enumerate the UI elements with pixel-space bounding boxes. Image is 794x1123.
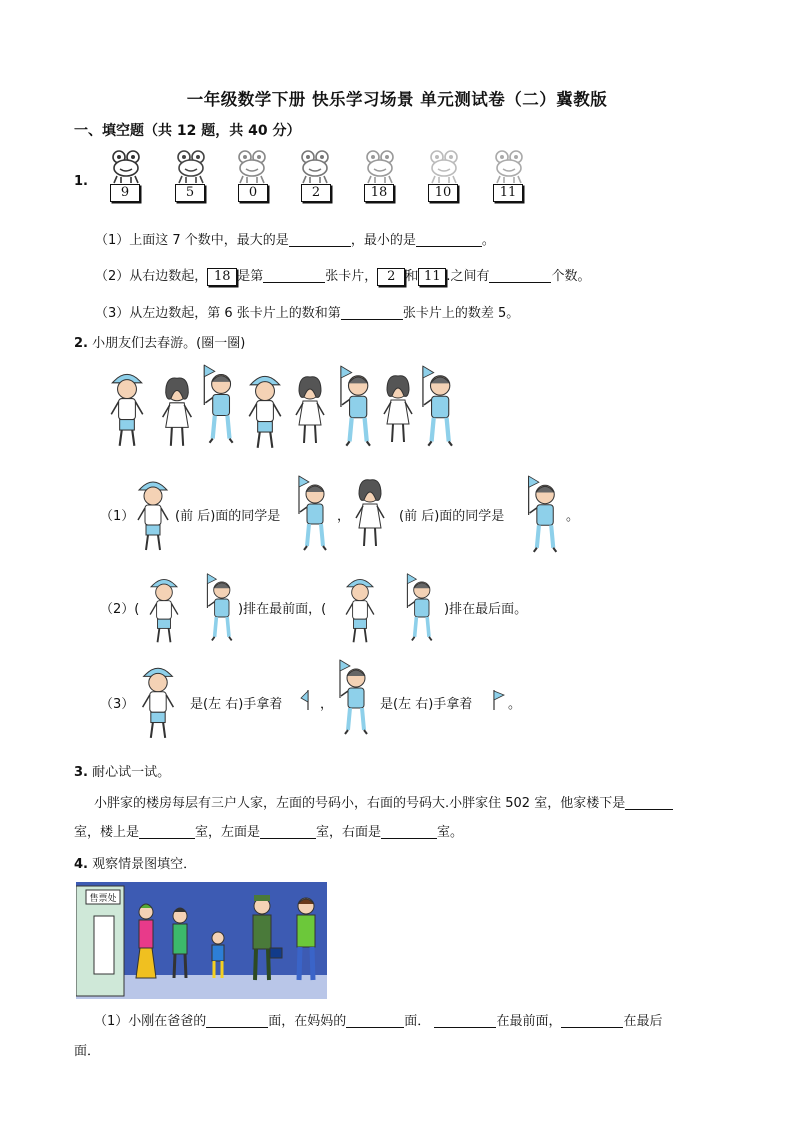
- q4-sub1-end: 面．: [74, 1044, 101, 1059]
- answer-blank[interactable]: [263, 268, 325, 283]
- answer-blank[interactable]: [139, 824, 195, 839]
- child-girl-illustration: [350, 472, 390, 552]
- number-card: 2: [301, 184, 331, 202]
- child-flag-illustration: [334, 656, 374, 740]
- number-card: 11: [418, 268, 446, 286]
- section-heading: 一、填空题（共 12 题，共 40 分）: [74, 123, 301, 139]
- flag-left-icon: [300, 689, 316, 711]
- ticket-office-sign: 售票处: [89, 894, 117, 904]
- q2-prompt: 2. 小朋友们去春游。(圈一圈): [74, 336, 246, 351]
- number-card: 9: [110, 184, 140, 202]
- answer-blank[interactable]: [346, 1013, 404, 1028]
- q2-sub3-comma: ，: [320, 697, 334, 712]
- q2-sub3-end: 。: [508, 697, 522, 712]
- child-flag-illustration: [334, 364, 378, 450]
- child-cap-illustration: [140, 572, 188, 646]
- answer-blank[interactable]: [625, 795, 673, 810]
- number-card: 11: [493, 184, 523, 202]
- number-card: 2: [377, 268, 405, 286]
- child-flag-illustration: [293, 474, 333, 554]
- q2-sub2-label: （2）(: [100, 602, 140, 617]
- q4-prompt: 4. 观察情景图填空．: [74, 857, 197, 872]
- child-girl-illustration: [378, 366, 418, 450]
- frog-icon: [236, 150, 268, 184]
- answer-blank[interactable]: [341, 305, 403, 320]
- child-flag-illustration: [416, 364, 460, 450]
- child-flag-illustration: [400, 572, 440, 644]
- child-flag-illustration: [522, 474, 564, 556]
- number-card: 5: [175, 184, 205, 202]
- q2-sub3-b: 是(左 右)手拿着: [380, 697, 473, 712]
- ticket-queue-scene: [76, 882, 327, 999]
- number-card: 18: [207, 268, 237, 286]
- q4-sub1: （1）小刚在爸爸的 面，在妈妈的 面． 在最前面， 在最后: [94, 1014, 663, 1029]
- q2-sub1-comma: ，: [337, 509, 351, 524]
- q1-number: 1.: [74, 174, 88, 189]
- number-card: 10: [428, 184, 458, 202]
- frog-icon: [364, 150, 396, 184]
- q2-sub1-end: 。: [566, 509, 580, 524]
- q3-line1: 小胖家的楼房每层有三户人家，左面的号码小，右面的号码大.小胖家住 502 室，他家楼下是: [94, 792, 673, 811]
- answer-blank[interactable]: [206, 1013, 268, 1028]
- frog-icon: [299, 150, 331, 184]
- q1-sub2: （2）从右边数起， 18 是第 张卡片， 2 和 11 .之间有 个数。: [95, 268, 591, 284]
- child-girl-illustration: [156, 370, 198, 452]
- child-flag-illustration: [200, 572, 240, 644]
- q1-sub1: （1）上面这 7 个数中，最大的是 ，最小的是 。: [95, 233, 495, 248]
- child-cap-illustration: [244, 368, 286, 452]
- q2-sub1-a: (前 后)面的同学是: [175, 509, 281, 524]
- number-card: 0: [238, 184, 268, 202]
- child-cap-illustration: [98, 366, 156, 450]
- answer-blank[interactable]: [381, 824, 437, 839]
- q2-sub1-b: (前 后)面的同学是: [399, 509, 505, 524]
- q2-sub3-a: 是(左 右)手拿着: [190, 697, 283, 712]
- child-cap-illustration: [130, 660, 186, 742]
- answer-blank[interactable]: [416, 232, 482, 247]
- q2-sub1-label: （1）: [100, 509, 135, 524]
- number-card: 18: [364, 184, 394, 202]
- q1-sub3: （3）从左边数起，第 6 张卡片上的数和第 张卡片上的数差 5。: [95, 306, 520, 321]
- answer-blank[interactable]: [489, 268, 551, 283]
- frog-icon: [493, 150, 525, 184]
- q2-sub3-label: （3）: [100, 697, 135, 712]
- page-title: 一年级数学下册 快乐学习场景 单元测试卷（二）冀教版: [186, 90, 608, 109]
- answer-blank[interactable]: [260, 824, 316, 839]
- child-cap-illustration: [130, 474, 176, 554]
- answer-blank[interactable]: [561, 1013, 623, 1028]
- q3-line2: 室，楼上是 室，左面是 室，右面是 室。: [74, 825, 464, 840]
- frog-icon: [110, 150, 142, 184]
- frog-icon: [175, 150, 207, 184]
- q2-sub2-b: )排在最后面。: [444, 602, 528, 617]
- child-girl-illustration: [290, 368, 330, 450]
- flag-right-icon: [490, 689, 506, 711]
- child-flag-illustration: [198, 360, 240, 450]
- frog-icon: [428, 150, 460, 184]
- answer-blank[interactable]: [289, 232, 351, 247]
- q2-sub2-a: )排在最前面，(: [238, 602, 327, 617]
- child-cap-illustration: [337, 572, 383, 646]
- answer-blank[interactable]: [434, 1013, 496, 1028]
- q3-prompt: 3. 耐心试一试。: [74, 765, 171, 780]
